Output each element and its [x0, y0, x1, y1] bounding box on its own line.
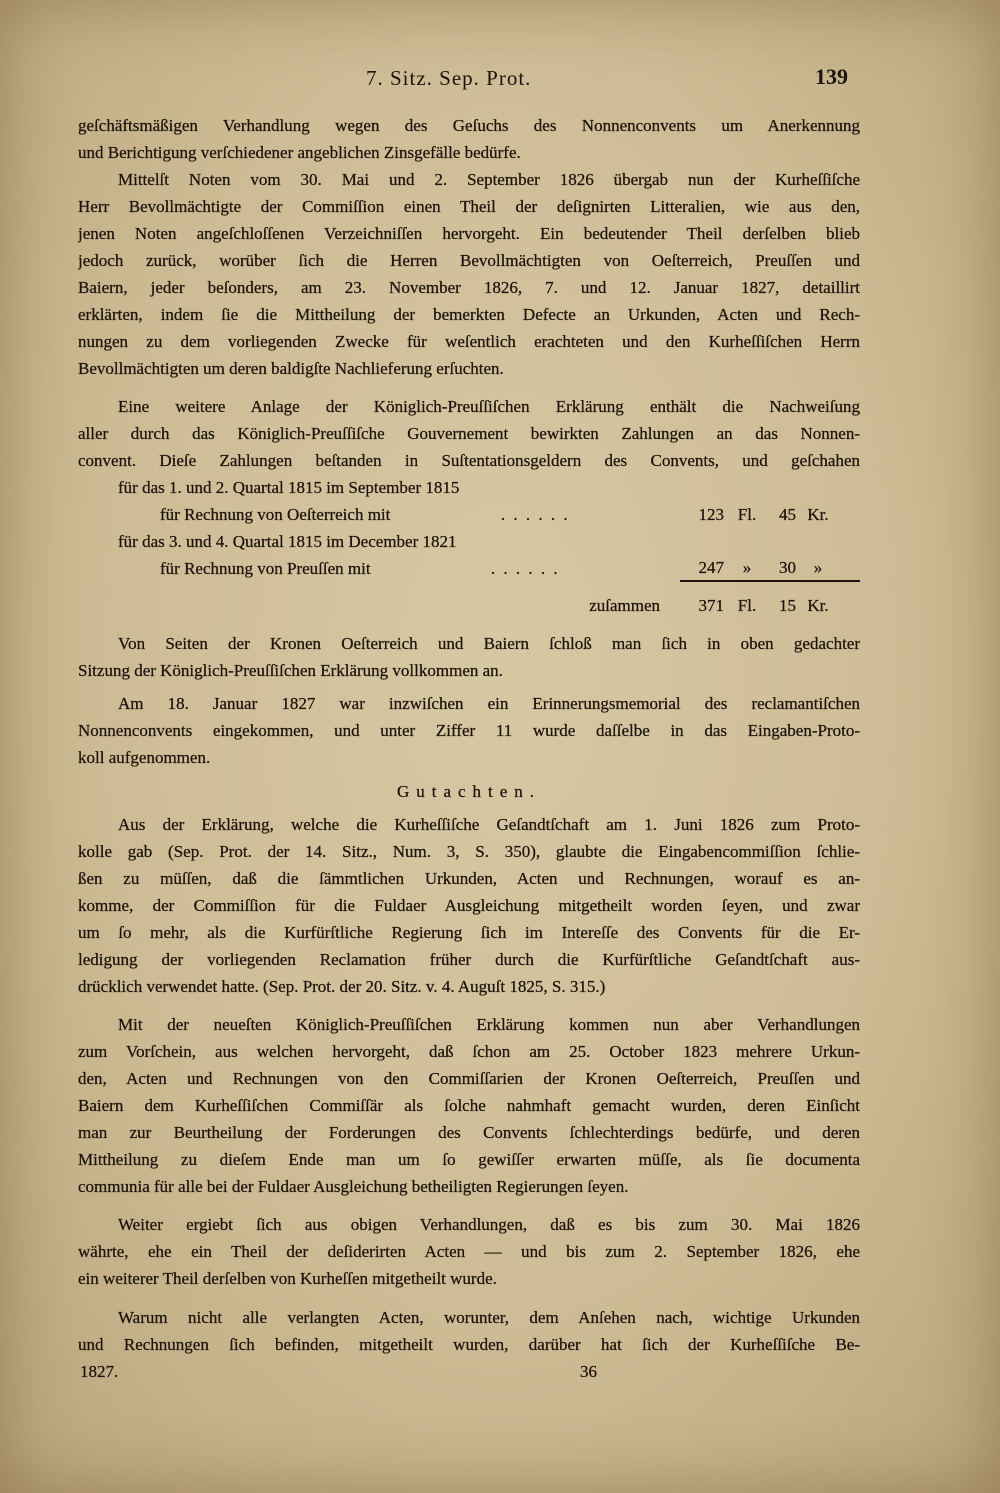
paragraph-9 — [78, 1304, 860, 1358]
text-line: Mit der neueſten Königlich-Preuſſiſchen Erklärung kommen nun aber Verhandlungen — [118, 1015, 860, 1034]
total-amount — [680, 592, 860, 619]
amount-florin: 371 — [698, 596, 724, 615]
payments-table — [78, 474, 860, 619]
payment-account: für Rechnung von Preuſſen mit — [160, 559, 371, 578]
text-line: währte, ehe ein Theil der deſiderirten Acten — und bis zum 2. September 1826, ehe — [78, 1242, 860, 1261]
text-line: um ſo mehr, als die Kurfürſtliche Regierung ſich im Intereſſe des Convents für die Er- — [78, 923, 860, 942]
paragraph-3 — [78, 393, 860, 474]
paragraph-7 — [78, 1011, 860, 1200]
text-line: jedoch zurück, worüber ſich die Herren Bevollmächtigten von Oeſterreich, Preuſſen und — [78, 251, 860, 270]
unit-florin: Fl. — [737, 505, 757, 524]
text-line: geſchäftsmäßigen Verhandlung wegen des Geſuchs des Nonnenconvents um Anerkennung — [78, 116, 860, 135]
paragraph-6 — [78, 811, 860, 1000]
text-line: komme, der Commiſſion für die Fuldaer Ausgleichung mitgetheilt worden ſeyen, und zwar — [78, 896, 860, 915]
total-label: zuſammen — [589, 596, 660, 615]
text-line: ein weiterer Theil derſelben von Kurheſſen mitgetheilt wurde. — [78, 1269, 497, 1288]
text-line: koll aufgenommen. — [78, 748, 211, 767]
text-line: Bevollmächtigten um deren baldigſte Nachlieferung erſuchten. — [78, 359, 504, 378]
payment-total-row — [78, 592, 860, 619]
text-line: jenen Noten angeſchloſſenen Verzeichniſſen hervorgeht. Ein bedeutender Theil derſelben blieb — [78, 224, 860, 243]
page-number: 139 — [815, 64, 848, 89]
text-line: erklärten, indem ſie die Mittheilung der bemerkten Defecte an Urkunden, Acten und Rech- — [78, 305, 860, 324]
text-line: Mittelſt Noten vom 30. Mai und 2. September 1826 übergab nun der Kurheſſiſche — [118, 170, 860, 189]
unit-florin: Fl. — [737, 596, 757, 615]
unit-florin: » — [742, 558, 752, 577]
text-line: kolle gab (Sep. Prot. der 14. Sitz., Num. 3, S. 350), glaubte die Eingabencommiſſion ſchlie- — [78, 842, 860, 861]
text-line: Baiern dem Kurheſſiſchen Commiſſär als ſolche nahmhaft gemacht wurden, deren Einſicht — [78, 1096, 860, 1115]
payment-account: für Rechnung von Oeſterreich mit — [160, 505, 391, 524]
paragraph-8 — [78, 1211, 860, 1292]
text-line: communia für alle bei der Fuldaer Ausgleichung betheiligten Regierungen ſeyen. — [78, 1177, 629, 1196]
payment-row — [78, 501, 860, 528]
text-line: ledigung der vorliegenden Reclamation früher durch die Kurfürſtliche Geſandtſchaft aus- — [78, 950, 860, 969]
text-line: den, Acten und Rechnungen von den Commiſſarien der Kronen Oeſterreich, Preuſſen und — [78, 1069, 860, 1088]
text-line: aller durch das Königlich-Preuſſiſche Gouvernement bewirkten Zahlungen an das Nonnen- — [78, 424, 860, 443]
payment-period: für das 3. und 4. Quartal 1815 im December 1821 — [118, 532, 457, 551]
amount-florin: 123 — [698, 505, 724, 524]
paragraph-1 — [78, 112, 860, 166]
amount-kreuzer: 45 — [779, 505, 796, 524]
amount-kreuzer: 15 — [779, 596, 796, 615]
running-title: 7. Sitz. Sep. Prot. — [366, 66, 532, 90]
text-line: Warum nicht alle verlangten Acten, worunter, dem Anſehen nach, wichtige Urkunden — [118, 1308, 860, 1327]
payment-row — [78, 555, 860, 582]
text-line: convent. Dieſe Zahlungen beſtanden in Suſtentationsgeldern des Convents, und geſchahen — [78, 451, 860, 470]
text-line: Von Seiten der Kronen Oeſterreich und Baiern ſchloß man ſich in oben gedachter — [118, 634, 860, 653]
text-line: Baiern, jeder beſonders, am 23. November 1826, 7. und 12. Januar 1827, detaillirt — [78, 278, 860, 297]
signature-mark: 36 — [580, 1362, 597, 1381]
paragraph-5 — [78, 690, 860, 771]
text-line: Aus der Erklärung, welche die Kurheſſiſche Geſandtſchaft am 1. Juni 1826 zum Proto- — [118, 815, 860, 834]
text-line: zum Vorſchein, aus welchen hervorgeht, daß ſchon am 25. October 1823 mehrere Urkun- — [78, 1042, 860, 1061]
text-line: Weiter ergiebt ſich aus obigen Verhandlungen, daß es bis zum 30. Mai 1826 — [118, 1215, 860, 1234]
footer-year: 1827. — [80, 1362, 119, 1381]
unit-kreuzer: Kr. — [807, 505, 829, 524]
payment-amount — [680, 555, 860, 582]
text-line: und Berichtigung verſchiedener angeblichen Zinsgefälle bedürfe. — [78, 143, 521, 162]
text-line: Herr Bevollmächtigte der Commiſſion einen Theil der deſignirten Litteralien, wie aus den, — [78, 197, 860, 216]
paragraph-4 — [78, 630, 860, 684]
payment-amount — [680, 501, 860, 528]
text-line: ßen zu müſſen, daß die ſämmtlichen Urkunden, Acten und Rechnungen, worauf es an- — [78, 869, 860, 888]
section-heading: Gutachten. — [396, 782, 542, 801]
text-line: Sitzung der Königlich-Preuſſiſchen Erklärung vollkommen an. — [78, 661, 503, 680]
text-line: Am 18. Januar 1827 war inzwiſchen ein Erinnerungsmemorial des reclamantiſchen — [118, 694, 860, 713]
amount-florin: 247 — [698, 558, 724, 577]
text-line: Eine weitere Anlage der Königlich-Preuſſiſchen Erklärung enthält die Nachweiſung — [118, 397, 860, 416]
text-line: und Rechnungen ſich befinden, mitgetheilt wurden, darüber hat ſich der Kurheſſiſche Be- — [78, 1335, 860, 1354]
payment-period: für das 1. und 2. Quartal 1815 im September 1815 — [118, 478, 460, 497]
text-line: man zur Beurtheilung der Forderungen des Convents ſchlechterdings bedürfe, und deren — [78, 1123, 860, 1142]
text-line: nungen zu dem vorliegenden Zwecke für weſentlich erachteten und den Kurheſſiſchen Herrn — [78, 332, 860, 351]
dot-leader: . . . . . . — [500, 505, 570, 524]
text-line: Nonnenconvents eingekommen, und unter Ziffer 11 wurde daſſelbe in das Eingaben-Proto- — [78, 721, 860, 740]
text-block — [78, 112, 860, 1385]
text-line: Mittheilung zu dieſem Ende man um ſo gewiſſer erwarten müſſe, als ſie documenta — [78, 1150, 860, 1169]
text-line: drücklich verwendet hatte. (Sep. Prot. der 20. Sitz. v. 4. Auguſt 1825, S. 315.) — [78, 977, 606, 996]
paragraph-2 — [78, 166, 860, 382]
unit-kreuzer: » — [813, 558, 823, 577]
page-footer — [78, 1358, 860, 1385]
unit-kreuzer: Kr. — [807, 596, 829, 615]
dot-leader: . . . . . . — [490, 559, 560, 578]
amount-kreuzer: 30 — [779, 558, 796, 577]
